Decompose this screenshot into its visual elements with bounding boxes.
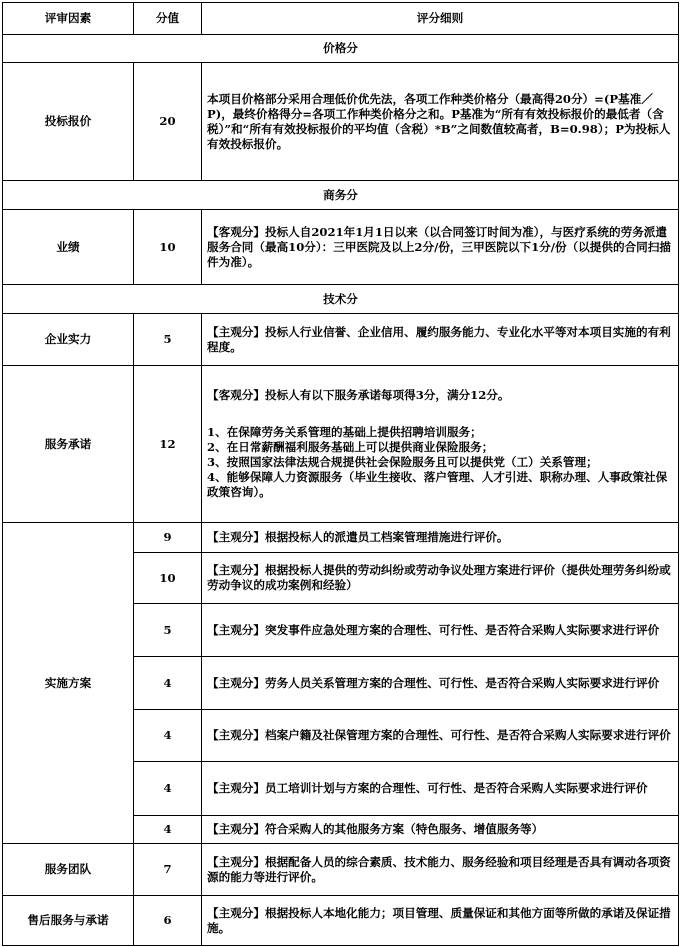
table-row [3, 314, 679, 366]
scoring-table [2, 2, 679, 946]
factor-service-team: 服务团队 [3, 844, 134, 896]
score-implementation: 4 [134, 762, 202, 816]
section-row-price [3, 35, 679, 63]
score-company-strength: 5 [134, 314, 202, 366]
service-item: 1、在保障劳务关系管理的基础上提供招聘培训服务； [207, 425, 482, 439]
paragraph-gap [207, 403, 674, 425]
table-row [3, 210, 679, 285]
detail-bid-price: 本项目价格部分采用合理低价优先法，各项工作种类价格分（最高得20分）=(P基准／P)，最终价格得分=各项工作种类价格分之和。P基准为“所有有效投标报价的最低者（含税）”和“所有有效投标报价的平均值（含税）*B”之间数值较高者，B=0.98）；P为投标人有效投标报价。 [202, 63, 679, 181]
detail-performance: 【客观分】投标人自2021年1月1日以来（以合同签订时间为准），与医疗系统的劳务派遣服务合同（最高10分）：三甲医院及以上2分/份，三甲医院以下1分/份（以提供的合同扫描件为准）。 [202, 210, 679, 285]
service-item: 2、在日常薪酬福利服务基础上可以提供商业保险服务； [207, 440, 494, 454]
table-row [3, 366, 679, 523]
factor-after-sales: 售后服务与承诺 [3, 896, 134, 946]
table-row [3, 63, 679, 181]
section-row-technical [3, 285, 679, 314]
detail-service-team: 【主观分】根据配备人员的综合素质、技术能力、服务经验和项目经理是否具有调动各项资源的能力等进行评价。 [202, 844, 679, 896]
section-title-price: 价格分 [3, 35, 679, 63]
section-row-business [3, 181, 679, 210]
score-service-commitment: 12 [134, 366, 202, 523]
table-row [3, 523, 679, 553]
factor-implementation-plan: 实施方案 [3, 523, 134, 844]
detail-company-strength: 【主观分】投标人行业信誉、企业信用、履约服务能力、专业化水平等对本项目实施的有利程度。 [202, 314, 679, 366]
service-intro: 【客观分】投标人有以下服务承诺每项得3分，满分12分。 [207, 388, 510, 402]
header-detail: 评分细则 [202, 3, 679, 35]
detail-implementation: 【主观分】符合采购人的其他服务方案（特色服务、增值服务等） [202, 816, 679, 844]
factor-service-commitment: 服务承诺 [3, 366, 134, 523]
detail-implementation: 【主观分】根据投标人提供的劳动纠纷或劳动争议处理方案进行评价（提供处理劳务纠纷或劳动争议的成功案例和经验） [202, 553, 679, 604]
score-implementation: 10 [134, 553, 202, 604]
section-title-technical: 技术分 [3, 285, 679, 314]
score-after-sales: 6 [134, 896, 202, 946]
detail-implementation: 【主观分】员工培训计划与方案的合理性、可行性、是否符合采购人实际要求进行评价 [202, 762, 679, 816]
score-implementation: 4 [134, 657, 202, 710]
detail-after-sales: 【主观分】根据投标人本地化能力；项目管理、质量保证和其他方面等所做的承诺及保证措施。 [202, 896, 679, 946]
detail-implementation: 【主观分】根据投标人的派遣员工档案管理措施进行评价。 [202, 523, 679, 553]
detail-implementation: 【主观分】劳务人员关系管理方案的合理性、可行性、是否符合采购人实际要求进行评价 [202, 657, 679, 710]
factor-performance: 业绩 [3, 210, 134, 285]
detail-service-commitment [202, 366, 679, 523]
score-performance: 10 [134, 210, 202, 285]
score-implementation: 9 [134, 523, 202, 553]
service-item: 4、能够保障人力资源服务（毕业生接收、落户管理、人才引进、职称办理、人事政策社保政策咨询）。 [207, 470, 668, 499]
section-title-business: 商务分 [3, 181, 679, 210]
header-row [3, 3, 679, 35]
score-implementation: 5 [134, 604, 202, 657]
detail-implementation: 【主观分】突发事件应急处理方案的合理性、可行性、是否符合采购人实际要求进行评价 [202, 604, 679, 657]
header-score: 分值 [134, 3, 202, 35]
score-implementation: 4 [134, 710, 202, 762]
score-implementation: 4 [134, 816, 202, 844]
header-factor: 评审因素 [3, 3, 134, 35]
factor-bid-price: 投标报价 [3, 63, 134, 181]
table-row [3, 896, 679, 946]
detail-implementation: 【主观分】档案户籍及社保管理方案的合理性、可行性、是否符合采购人实际要求进行评价 [202, 710, 679, 762]
factor-company-strength: 企业实力 [3, 314, 134, 366]
score-bid-price: 20 [134, 63, 202, 181]
table-row [3, 844, 679, 896]
service-item: 3、按照国家法律法规合规提供社会保险服务且可以提供党（工）关系管理； [207, 455, 598, 469]
score-service-team: 7 [134, 844, 202, 896]
